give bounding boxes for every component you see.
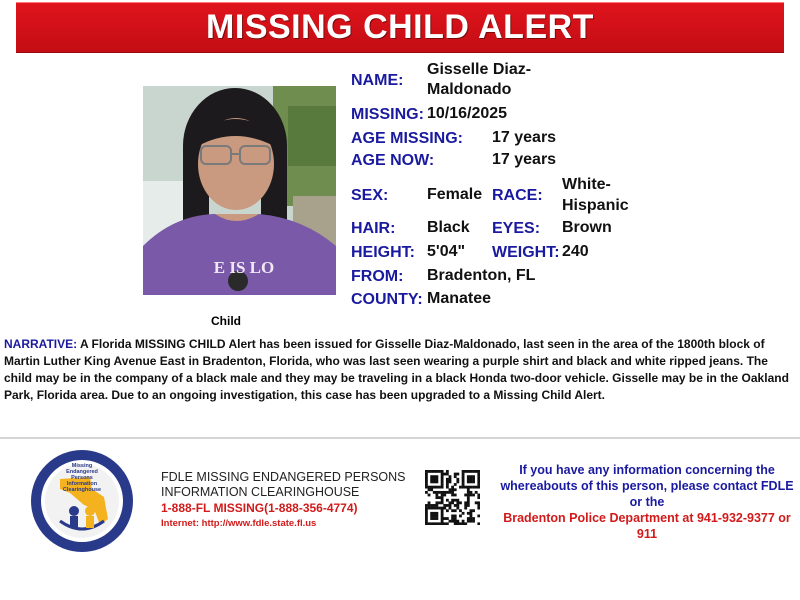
age-missing-label: AGE MISSING: bbox=[351, 130, 464, 147]
name-value-line1: Gisselle Diaz- bbox=[427, 61, 532, 78]
name-label: NAME: bbox=[351, 72, 404, 89]
race-value-line2: Hispanic bbox=[562, 197, 629, 214]
height-label: HEIGHT: bbox=[351, 244, 415, 261]
logo-text-5: Clearinghouse bbox=[62, 487, 102, 493]
height-value: 5'04" bbox=[427, 243, 466, 260]
age-now-label: AGE NOW: bbox=[351, 152, 435, 169]
weight-value: 240 bbox=[562, 243, 589, 260]
logo-text-1: Missing bbox=[71, 463, 93, 469]
missing-label: MISSING: bbox=[351, 106, 424, 123]
narrative-text: A Florida MISSING CHILD Alert has been issued for Gisselle Diaz-Maldonado, last seen in the area of the 1800th block of Martin Luther King Avenue East in Bradenton, Florida, who was last seen wearing a purple shirt and black and white ripped jeans. The child may be in the company of a black male and they may be traveling in a black Honda two-door vehicle. Gisselle may be in the Oakland Park, Florida area. Due to an ongoing investigation, this case has been upgraded to a Missing Child Alert. bbox=[4, 337, 789, 402]
race-value-line1: White- bbox=[562, 176, 611, 193]
child-photo bbox=[143, 86, 336, 295]
contact-line5: 911 bbox=[636, 527, 658, 541]
eyes-label: EYES: bbox=[492, 220, 541, 237]
contact-info bbox=[488, 462, 800, 542]
alert-banner bbox=[16, 2, 784, 53]
from-label: FROM: bbox=[351, 268, 404, 285]
hair-label: HAIR: bbox=[351, 220, 396, 237]
race-label: RACE: bbox=[492, 187, 543, 204]
clearinghouse-logo bbox=[30, 449, 134, 553]
fdle-line2: INFORMATION CLEARINGHOUSE bbox=[161, 485, 360, 499]
narrative-label: NARRATIVE: bbox=[4, 337, 78, 351]
county-value: Manatee bbox=[427, 290, 492, 307]
qr-code[interactable] bbox=[425, 470, 480, 525]
from-value: Bradenton, FL bbox=[427, 267, 536, 284]
weight-label: WEIGHT: bbox=[492, 244, 560, 261]
contact-line3: or the bbox=[629, 495, 665, 509]
sex-label: SEX: bbox=[351, 187, 389, 204]
narrative bbox=[4, 336, 794, 404]
alert-title: MISSING CHILD ALERT bbox=[206, 8, 594, 46]
contact-line2: whereabouts of this person, please contact FDLE bbox=[500, 479, 794, 493]
internet-link[interactable]: Internet: http://www.fdle.state.fl.us bbox=[161, 518, 317, 529]
logo-text-3: Persons bbox=[71, 475, 93, 481]
age-now-value: 17 years bbox=[492, 151, 557, 168]
footer-divider bbox=[0, 437, 800, 439]
hotline-number[interactable]: 1-888-FL MISSING(1-888-356-4774) bbox=[161, 501, 358, 515]
county-label: COUNTY: bbox=[351, 291, 423, 308]
sex-value: Female bbox=[427, 186, 483, 203]
logo-text-2: Endangered bbox=[66, 469, 98, 475]
contact-line4: Bradenton Police Department at 941-932-9377 or bbox=[503, 511, 791, 525]
missing-value: 10/16/2025 bbox=[427, 105, 508, 122]
name-value-line2: Maldonado bbox=[427, 81, 512, 98]
qr-code-icon bbox=[425, 470, 480, 525]
hair-value: Black bbox=[427, 219, 470, 236]
shirt-print: E IS LO bbox=[213, 258, 275, 277]
logo-text-4: Information bbox=[66, 481, 98, 487]
photo-caption: Child bbox=[211, 314, 241, 328]
fdle-line1: FDLE MISSING ENDANGERED PERSONS bbox=[161, 470, 406, 484]
age-missing-value: 17 years bbox=[492, 129, 557, 146]
eyes-value: Brown bbox=[562, 219, 612, 236]
contact-line1: If you have any information concerning the bbox=[519, 463, 775, 477]
